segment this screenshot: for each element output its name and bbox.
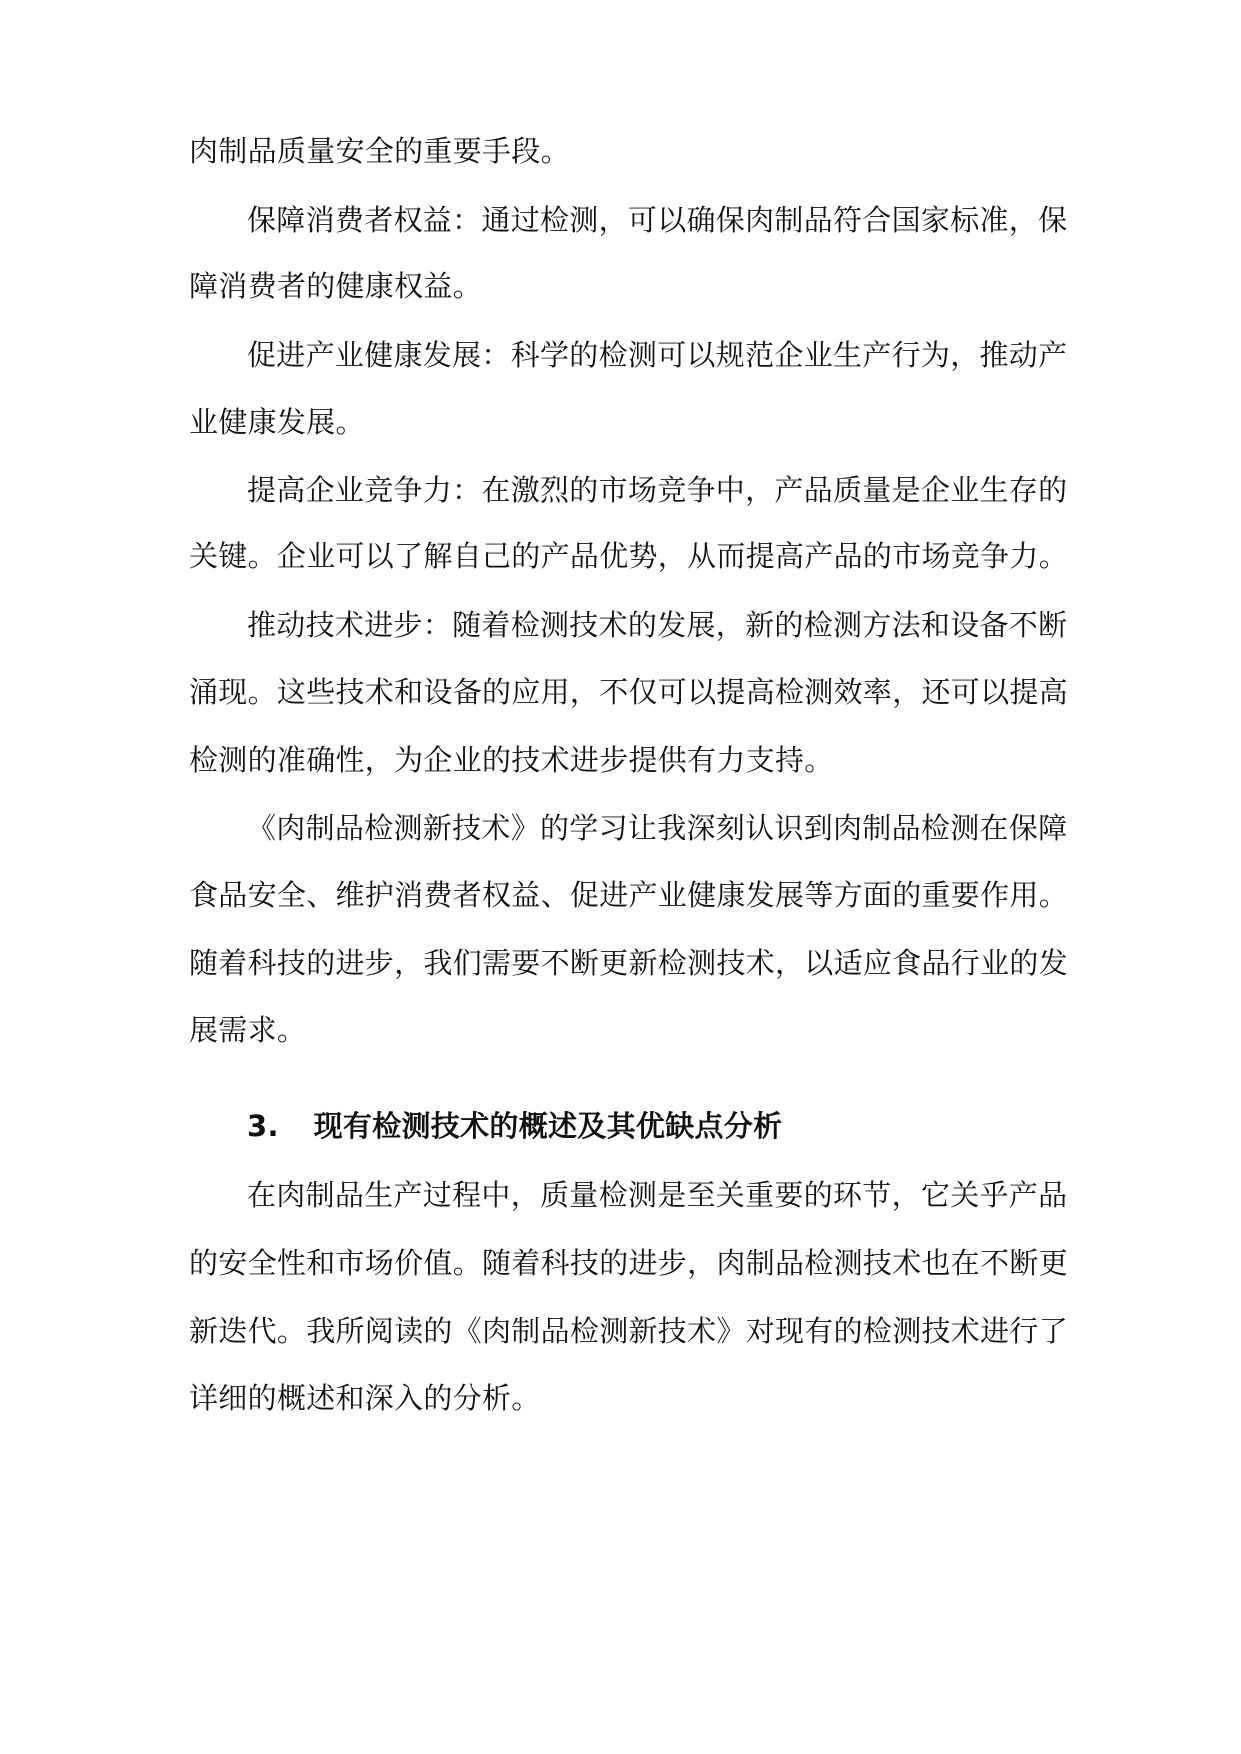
section-title: 现有检测技术的概述及其优缺点分析 <box>313 1109 783 1143</box>
paragraph-line: 肉制品质量安全的重要手段。 <box>189 134 570 168</box>
paragraph-line: 促进产业健康发展：科学的检测可以规范企业生产行为，推动产 <box>247 338 1068 372</box>
paragraph-line: 详细的概述和深入的分析。 <box>189 1381 541 1415</box>
section-number: 3. <box>247 1109 279 1143</box>
paragraph-line: 涌现。这些技术和设备的应用，不仅可以提高检测效率，还可以提高 <box>189 675 1069 709</box>
paragraph-line: 关键。企业可以了解自己的产品优势，从而提高产品的市场竞争力。 <box>189 539 1069 573</box>
paragraph-line: 的安全性和市场价值。随着科技的进步，肉制品检测技术也在不断更 <box>189 1246 1069 1280</box>
paragraph-line: 检测的准确性，为企业的技术进步提供有力支持。 <box>189 743 834 777</box>
paragraph-line: 展需求。 <box>189 1013 307 1047</box>
paragraph-line: 保障消费者权益：通过检测，可以确保肉制品符合国家标准，保 <box>247 203 1068 237</box>
section-heading <box>247 1106 782 1146</box>
paragraph-line: 业健康发展。 <box>189 405 365 439</box>
paragraph-line: 《肉制品检测新技术》的学习让我深刻认识到肉制品检测在保障 <box>247 811 1068 845</box>
paragraph-line: 新迭代。我所阅读的《肉制品检测新技术》对现有的检测技术进行了 <box>189 1314 1069 1348</box>
paragraph-line: 障消费者的健康权益。 <box>189 269 483 303</box>
paragraph-line: 在肉制品生产过程中，质量检测是至关重要的环节，它关乎产品 <box>247 1178 1068 1212</box>
paragraph-line: 推动技术进步：随着检测技术的发展，新的检测方法和设备不断 <box>247 608 1068 642</box>
paragraph-line: 食品安全、维护消费者权益、促进产业健康发展等方面的重要作用。 <box>189 878 1069 912</box>
paragraph-line: 随着科技的进步，我们需要不断更新检测技术，以适应食品行业的发 <box>189 946 1069 980</box>
paragraph-line: 提高企业竞争力：在激烈的市场竞争中，产品质量是企业生存的 <box>247 473 1068 507</box>
